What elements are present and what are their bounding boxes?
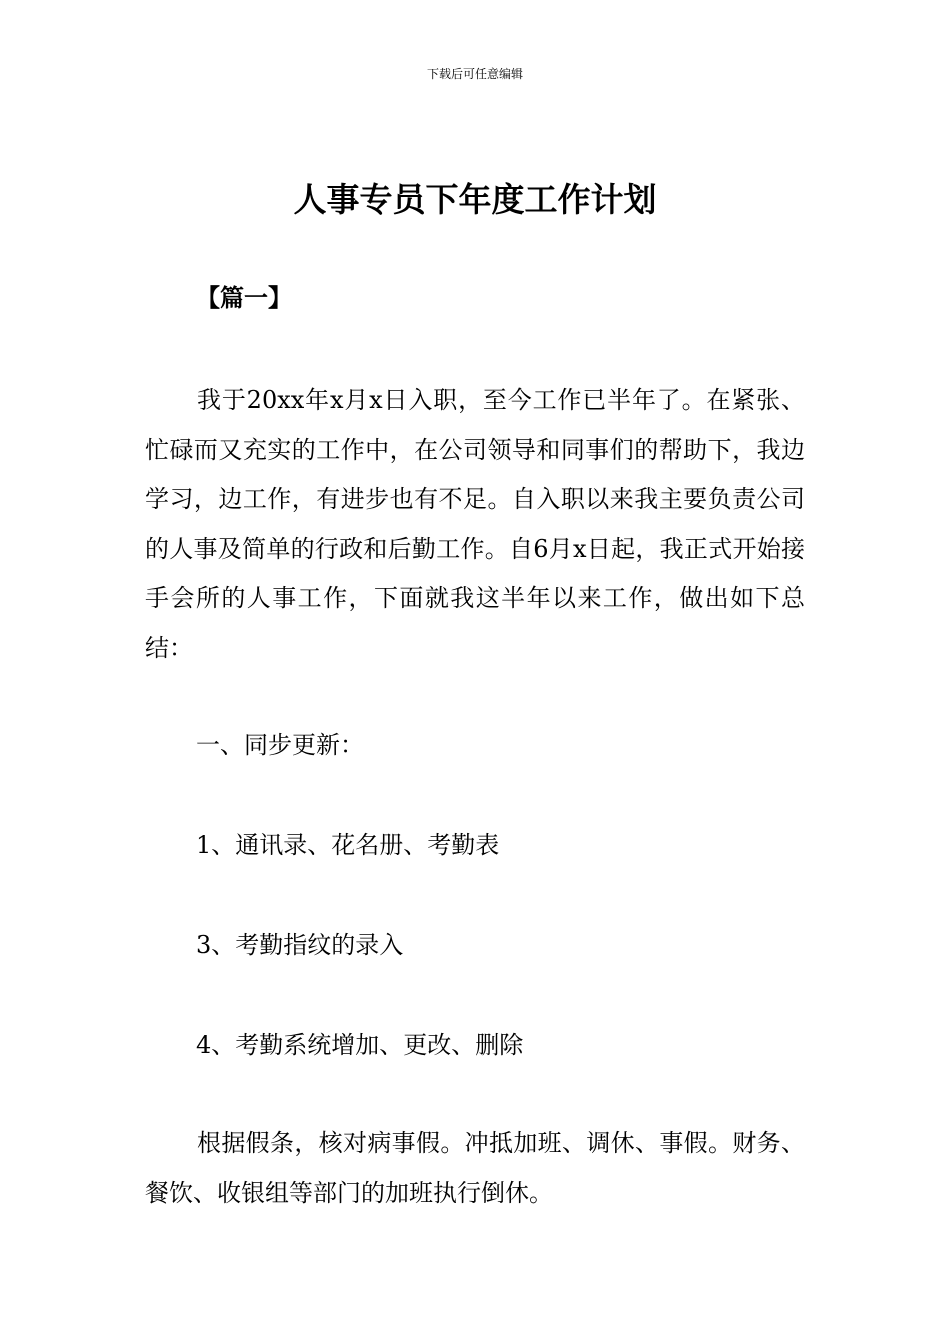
document-title: 人事专员下年度工作计划	[293, 180, 657, 219]
section-marker: 【篇一】	[196, 284, 292, 312]
list-item: 1、通讯录、花名册、考勤表	[196, 831, 500, 859]
list-item: 3、考勤指纹的录入	[196, 931, 404, 959]
closing-paragraph: 根据假条，核对病事假。冲抵加班、调休、事假。财务、餐饮、收银组等部门的加班执行倒休。	[145, 1129, 805, 1207]
header-note: 下载后可任意编辑	[426, 67, 523, 81]
list-item: 4、考勤系统增加、更改、删除	[196, 1031, 524, 1059]
section-heading-sync-update: 一、同步更新：	[196, 731, 364, 759]
intro-paragraph: 我于20xx年x月x日入职，至今工作已半年了。在紧张、忙碌而又充实的工作中，在公司领导和同事们的帮助下，我边学习，边工作，有进步也有不足。自入职以来我主要负责公司的人事及简单的行政和后勤工作。自6月x日起，我正式开始接手会所的人事工作，下面就我这半年以来工作，做出如下总结：	[145, 386, 805, 662]
